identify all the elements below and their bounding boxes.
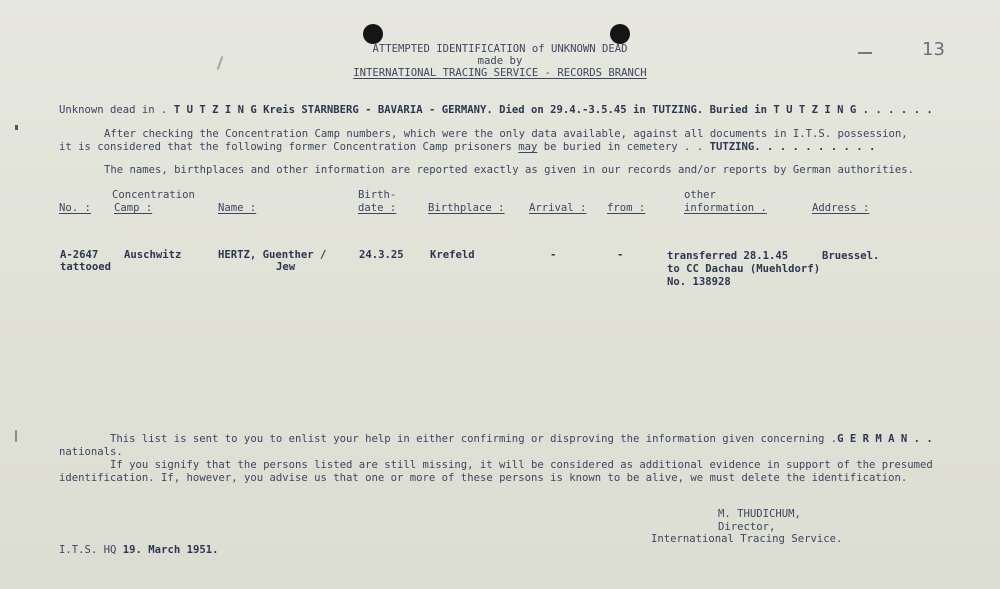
margin-mark: [15, 430, 17, 442]
intro-text-b: be buried in cemetery . .: [537, 141, 704, 153]
entry-address: Bruessel.: [822, 250, 880, 262]
col-birthplace: Birthplace :: [428, 202, 505, 214]
signature-org: International Tracing Service.: [651, 533, 843, 545]
col-birth-top: Birth-: [358, 189, 397, 201]
intro-line-1: After checking the Concentration Camp numbers, which were the only data available, against all documents in I.T.S. possession,: [104, 128, 908, 140]
entry-camp: Auschwitz: [124, 249, 182, 261]
col-no: No. :: [59, 202, 91, 214]
col-name: Name :: [218, 202, 257, 214]
entry-birthdate: 24.3.25: [359, 249, 404, 261]
page-number: 13: [922, 39, 945, 60]
col-address: Address :: [812, 202, 870, 214]
entry-other-2: to CC Dachau (Muehldorf): [667, 263, 821, 275]
entry-name-note: Jew: [276, 261, 296, 273]
closing-line-3: If you signify that the persons listed are still missing, it will be considered as additional evidence in support of the presumed: [110, 459, 933, 471]
header-title: ATTEMPTED IDENTIFICATION of UNKNOWN DEAD: [372, 43, 628, 55]
col-camp-top: Concentration: [112, 189, 195, 201]
entry-from: -: [617, 249, 624, 261]
intro-may: may: [518, 141, 538, 153]
unknown-dead-prefix: Unknown dead in .: [59, 104, 168, 116]
entry-arrival: -: [550, 249, 557, 261]
intro-line-2: [59, 141, 875, 153]
col-camp: Camp :: [114, 202, 153, 214]
closing-text: This list is sent to you to enlist your help in either confirming or disproving the information given concerning .: [110, 433, 838, 445]
entry-birthplace: Krefeld: [430, 249, 475, 261]
entry-other-3: No. 138928: [667, 276, 731, 288]
header-subtitle: made by: [477, 55, 523, 67]
punch-hole-right: [610, 24, 630, 44]
unknown-dead-line: [59, 104, 933, 116]
pencil-mark: [858, 52, 872, 54]
footer-prefix: I.T.S. HQ: [59, 544, 117, 556]
margin-mark: [15, 125, 18, 130]
unknown-dead-details: T U T Z I N G Kreis STARNBERG - BAVARIA - GERMANY. Died on 29.4.-3.5.45 in TUTZING. Buried in T U T Z I N G . . . . . .: [173, 104, 933, 116]
signature-title: Director,: [718, 521, 776, 533]
entry-other-1: transferred 28.1.45: [667, 250, 789, 262]
col-other: information .: [684, 202, 767, 214]
footer-date: 19. March 1951.: [122, 544, 219, 556]
closing-line-4: identification. If, however, you advise us that one or more of these persons is known to be alive, we must delete the identification.: [59, 472, 908, 484]
cemetery-name: TUTZING. . . . . . . . . .: [709, 141, 876, 153]
punch-hole-left: [363, 24, 383, 44]
header-branch: INTERNATIONAL TRACING SERVICE - RECORDS BRANCH: [353, 67, 647, 79]
col-from: from :: [607, 202, 646, 214]
intro-line-3: The names, birthplaces and other information are reported exactly as given in our records and/or reports by German authorities.: [104, 164, 915, 176]
col-birthdate: date :: [358, 202, 397, 214]
col-arrival: Arrival :: [529, 202, 587, 214]
intro-text: it is considered that the following former Concentration Camp prisoners: [59, 141, 519, 153]
closing-line-2: nationals.: [59, 446, 123, 458]
entry-no: A-2647: [60, 249, 99, 261]
entry-no-note: tattooed: [60, 261, 112, 273]
pencil-stroke: [217, 56, 224, 70]
footer-date-line: [59, 544, 218, 556]
closing-line-1: [110, 433, 933, 445]
signature-name: M. THUDICHUM,: [718, 508, 801, 520]
nationality: G E R M A N . .: [837, 433, 933, 445]
col-other-top: other: [684, 189, 716, 201]
entry-name: HERTZ, Guenther /: [218, 249, 327, 261]
